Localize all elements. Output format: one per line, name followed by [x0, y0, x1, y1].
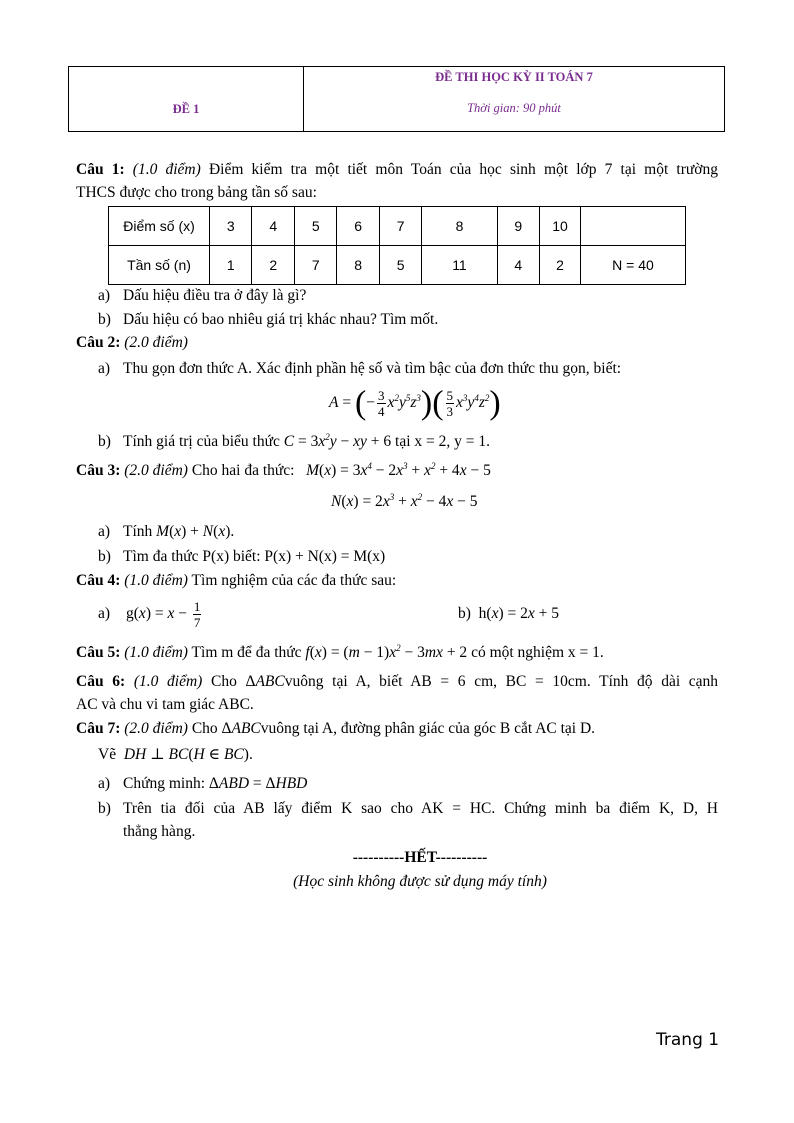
table-row [109, 207, 686, 246]
frequency-cell: 2 [252, 246, 294, 285]
q5-line: Câu 5: (1.0 điểm) Tìm m để đa thức $f(x) = (m - 1)x^2 - 3mx + 2$ có một nghiệm x = 1. [76, 643, 604, 661]
q1-line2: THCS được cho trong bảng tần số sau: [76, 184, 317, 201]
q2-b: b) [98, 433, 111, 450]
frequency-cell: 1 [210, 246, 252, 285]
q7-a-text: Chứng minh: ΔABD = ΔHBD [123, 775, 308, 792]
q1-text1: Điểm kiểm tra một tiết môn Toán của học sinh một lớp 7 tại một trường [208, 161, 718, 178]
q4-a-formula: g(x) = x − $\frac{1}{7}$ [126, 598, 201, 630]
exam-time: Thời gian: 90 phút [467, 101, 561, 115]
q3-heading: Câu 3: (2.0 điểm) Cho hai đa thức: $M(x) = 3x^4 - 2x^3 + x^2 + 4x - 5$ [76, 461, 491, 479]
exam-code: ĐỀ 1 [172, 102, 200, 116]
q2-heading [76, 333, 188, 353]
end-marker: ----------HẾT---------- [352, 849, 488, 866]
score-cell: 7 [379, 207, 421, 246]
score-cell: 8 [422, 207, 497, 246]
frequency-table [108, 206, 686, 285]
q1-a: a) [98, 287, 111, 304]
q4-b-formula: b) h(x) = 2x + 5 [458, 605, 560, 622]
total-cell: N = 40 [581, 246, 686, 285]
q4-a: a) [98, 605, 111, 622]
q7-line2: Vẽ DH ⊥ BC(H ∈ BC). [98, 746, 253, 763]
frequency-cell: 7 [294, 246, 336, 285]
q1-label: Câu 1: [76, 161, 125, 178]
q2-a: a) [98, 360, 111, 377]
frequency-cell: 11 [422, 246, 497, 285]
frequency-cell: 8 [337, 246, 379, 285]
q2-label: Câu 2: [76, 334, 121, 351]
page-number: Trang 1 [656, 1030, 720, 1050]
q3-formula-N: $N(x) = 2x^3 + x^2 - 4x - 5$ [331, 492, 478, 510]
q1-line1 [76, 160, 718, 180]
q1-b: b) [98, 311, 111, 328]
score-header: Điểm số (x) [109, 207, 210, 246]
q4-heading: Câu 4: (1.0 điểm) Tìm nghiệm của các đa thức sau: [76, 572, 397, 589]
q3-b: b) [98, 548, 111, 565]
frequency-cell: 5 [379, 246, 421, 285]
score-cell: 3 [210, 207, 252, 246]
frequency-cell: 4 [497, 246, 540, 285]
score-cell: 10 [540, 207, 581, 246]
q6-line1: Câu 6: (1.0 điểm) Cho ΔABCvuông tại A, biết AB = 6 cm, BC = 10cm. Tính độ dài cạnh [76, 673, 719, 690]
footer-note: (Học sinh không được sử dụng máy tính) [293, 873, 547, 890]
frequency-cell: 2 [540, 246, 581, 285]
q7-a: a) [98, 775, 111, 792]
q7-b-text2: thẳng hàng. [123, 823, 196, 840]
q1-points: (1.0 điểm) [132, 161, 201, 178]
q3-a: a) [98, 523, 111, 540]
q6-line2: AC và chu vi tam giác ABC. [76, 696, 254, 713]
q7-b: b) [98, 800, 111, 817]
empty-cell [581, 207, 686, 246]
score-cell: 9 [497, 207, 540, 246]
table-row [109, 246, 686, 285]
exam-header-table [68, 66, 725, 132]
q1-b-text: Dấu hiệu có bao nhiêu giá trị khác nhau? Tìm mốt. [123, 311, 439, 328]
score-cell: 5 [294, 207, 336, 246]
q2-a-text: Thu gọn đơn thức A. Xác định phần hệ số và tìm bậc của đơn thức thu gọn, biết: [123, 360, 622, 377]
q2-b-text: Tính giá trị của biểu thức $C = 3x^2y$ − xy + 6 tại x = 2, y = 1. [123, 432, 491, 450]
q7-b-text1: Trên tia đối của AB lấy điểm K sao cho AK = HC. Chứng minh ba điểm K, D, H [123, 800, 718, 817]
q3-a-text: Tính M(x) + N(x). [123, 523, 235, 540]
frequency-header: Tần số (n) [109, 246, 210, 285]
q2-points: (2.0 điểm) [124, 334, 188, 351]
header-right-cell [304, 67, 725, 132]
q3-label: Câu 3: [76, 462, 121, 479]
score-cell: 6 [337, 207, 379, 246]
score-cell: 4 [252, 207, 294, 246]
q2-formula-A: A = (− $\frac{3}{4}$ $x^2y^5z^3$)( $\frac{5}{3}$ $x^3y^4z^2$) [329, 384, 501, 422]
q1-a-text: Dấu hiệu điều tra ở đây là gì? [123, 287, 307, 304]
header-left-cell [69, 67, 304, 132]
exam-title: ĐỀ THI HỌC KỲ II TOÁN 7 [435, 70, 593, 84]
q3-b-text: Tìm đa thức P(x) biết: P(x) + N(x) = M(x) [123, 548, 386, 565]
q7-line1: Câu 7: (2.0 điểm) Cho ΔABCvuông tại A, đường phân giác của góc B cắt AC tại D. [76, 720, 596, 737]
